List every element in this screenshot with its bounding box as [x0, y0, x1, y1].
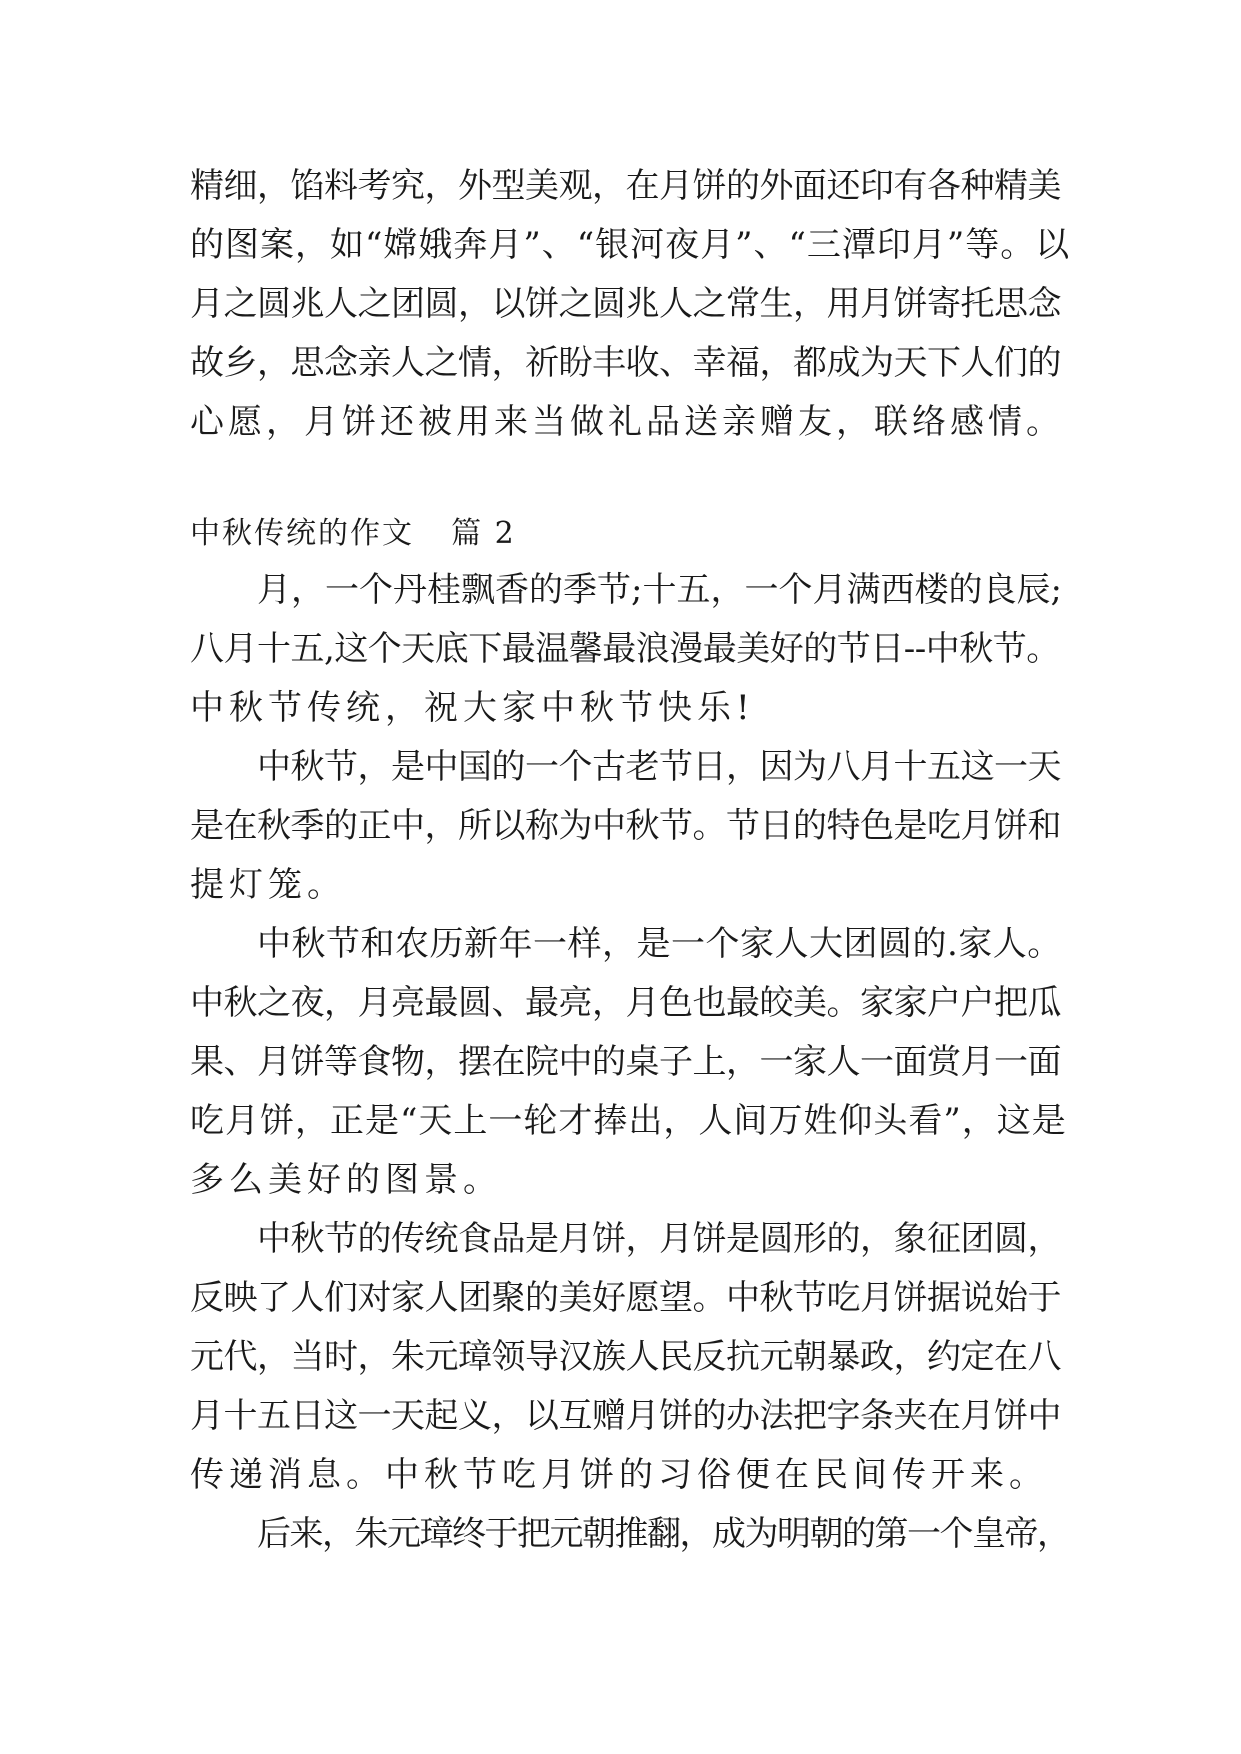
paragraph-start-line: 后来，朱元璋终于把元朝推翻，成为明朝的第一个皇帝，: [257, 1514, 1070, 1554]
paragraph-mooncake-description: [190, 157, 1070, 452]
text-line: 月十五日这一天起义，以互赠月饼的办法把字条夹在月饼中: [190, 1396, 1061, 1436]
text-line: 多么美好的图景。: [190, 1160, 502, 1200]
paragraph-start-line: 中秋节的传统食品是月饼，月饼是圆形的，象征团圆，: [257, 1219, 1061, 1259]
text-line: 提灯笼。: [190, 865, 346, 905]
text-line: 传递消息。中秋节吃月饼的习俗便在民间传开来。: [190, 1455, 1048, 1495]
text-line: 是在秋季的正中，所以称为中秋节。节日的特色是吃月饼和: [190, 806, 1061, 846]
text-line: 八月十五,这个天底下最温馨最浪漫最美好的节日--中秋节。: [190, 629, 1060, 669]
essay-heading: [190, 509, 516, 559]
text-line: 吃月饼，正是“天上一轮才捧出，人间万姓仰头看”，这是: [190, 1101, 1067, 1141]
text-line: 元代，当时，朱元璋领导汉族人民反抗元朝暴政，约定在八: [190, 1337, 1061, 1377]
text-line: 中秋之夜，月亮最圆、最亮，月色也最皎美。家家户户把瓜: [190, 983, 1061, 1023]
text-line: 月之圆兆人之团圆，以饼之圆兆人之常生，用月饼寄托思念: [190, 284, 1061, 324]
text-line: 故乡，思念亲人之情，祈盼丰收、幸福，都成为天下人们的: [190, 343, 1061, 383]
essay-title: 中秋传统的作文: [190, 516, 414, 551]
text-line: 果、月饼等食物，摆在院中的桌子上，一家人一面赏月一面: [190, 1042, 1061, 1082]
paragraph-start-line: 月，一个丹桂飘香的季节;十五，一个月满西楼的良辰;: [257, 570, 1062, 610]
text-line: 精细，馅料考究，外型美观，在月饼的外面还印有各种精美: [190, 166, 1061, 206]
text-line: 中秋节传统，祝大家中秋节快乐!: [190, 688, 755, 728]
text-line: 反映了人们对家人团聚的美好愿望。中秋节吃月饼据说始于: [190, 1278, 1061, 1318]
text-line: 心愿，月饼还被用来当做礼品送亲赠友，联络感情。: [190, 402, 1064, 442]
essay-part-number: 篇 2: [451, 516, 516, 551]
text-line: 的图案，如“嫦娥奔月”、“银河夜月”、“三潭印月”等。以: [190, 225, 1071, 265]
paragraph-start-line: 中秋节，是中国的一个古老节日，因为八月十五这一天: [257, 747, 1061, 787]
paragraph-start-line: 中秋节和农历新年一样，是一个家人大团圆的.家人。: [257, 924, 1062, 964]
essay-body: [190, 561, 1070, 1564]
